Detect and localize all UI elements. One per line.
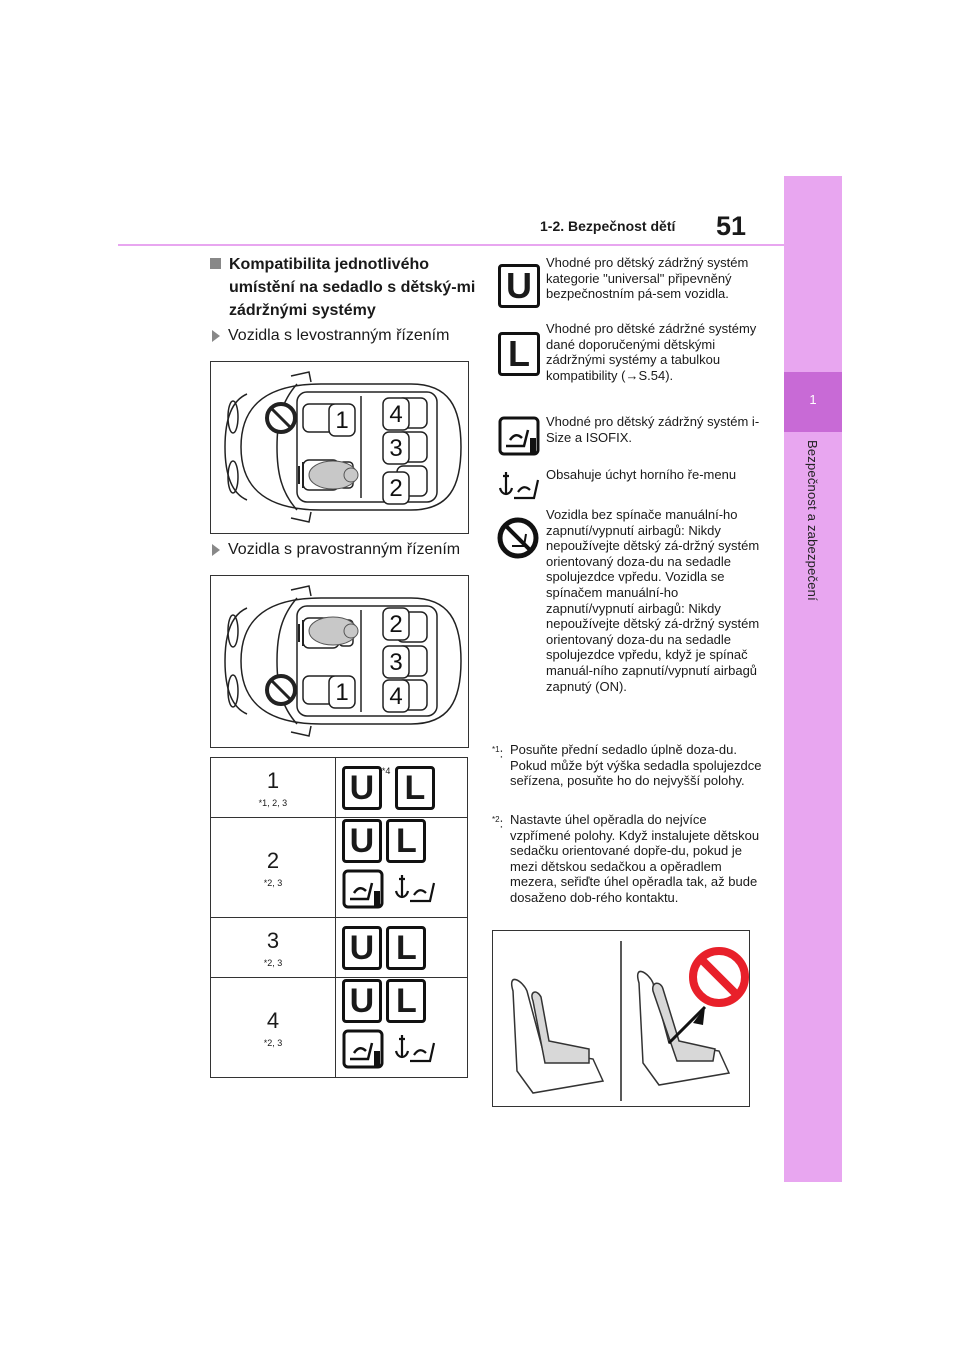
section-heading (210, 253, 480, 322)
svg-text:3: 3 (389, 649, 403, 676)
footnote-mark: *2 (492, 815, 500, 824)
tether-legend-text: Obsahuje úchyt horního ře-menu (546, 467, 737, 482)
square-bullet-icon (210, 258, 221, 269)
top-tether-icon (392, 869, 438, 911)
page-number: 51 (716, 211, 747, 241)
badge-note: *4 (381, 765, 391, 776)
chapter-label: Bezpečnost a zabezpečení (805, 440, 820, 601)
listed-badge-icon: L (386, 819, 426, 863)
footnote-text: Nastavte úhel opěradla do nejvíce vzpřímené polohy. Když instalujete dětskou sedačku orientované dopře-du, pokud je mezi dětskou sedačkou a opěradlem mezera, seřiďte úhel opěradla tak, až bude dosaženo dob-rého kontaktu. (510, 812, 760, 905)
chapter-number: 1 (809, 392, 817, 407)
table-row (211, 758, 468, 818)
seat-number: 1 (266, 767, 280, 793)
seat-notes: *1, 2, 3 (258, 797, 288, 808)
lhd-caption (212, 327, 449, 345)
footnote-2: $^{*2}$: Nastavte úhel opěradla do nejvíce vzpřímené polohy. Když instalujete dětskou sedačku orientované dopře-du, pokud je mezi dětskou sedačkou a opěradlem mezera, seřiďte úhel opěradla tak, až bude dosaženo dob-rého kontaktu. (492, 812, 762, 906)
isofix-icon-group (342, 869, 467, 916)
seat-number: 4 (266, 1007, 280, 1033)
listed-badge-icon: L (386, 979, 426, 1023)
seat-cell (211, 758, 336, 818)
table-row (211, 818, 468, 918)
svg-text:2: 2 (389, 475, 403, 502)
compatibility-table (210, 757, 468, 1078)
listed-badge-icon: L (395, 766, 435, 810)
lhd-car-svg (211, 362, 468, 533)
seat-notes: *2, 3 (263, 1037, 283, 1048)
section-heading-text: Kompatibilita jednotlivého umístění na sedadlo s dětský-mi zádržnými systémy (229, 256, 476, 319)
top-tether-legend-icon (496, 466, 542, 506)
rhd-car-svg (211, 576, 468, 747)
no-airbag-legend-text: Vozidla bez spínače manuální-ho zapnutí/vypnutí airbagů: Nikdy nepoužívejte dětský zá-držný systém orientovaný doza-du na sedadle spolujezdce vpředu. Vozidla se spínačem manuální-ho zapnutí/vypnutí airbagů: Nikdy nepoužívejte dětský zá-držný systém orientovaný doza-du na sedadle spolujezdce vpředu, když je spínač manuál-ního zapnutí/vypnutí airbagů zapnutý (ON). (546, 507, 760, 694)
listed-badge-icon: L (386, 926, 426, 970)
triangle-bullet-icon (212, 544, 220, 556)
rhd-caption-text: Vozidla s pravostranným řízením (228, 541, 461, 558)
svg-text:3: 3 (389, 435, 403, 462)
top-tether-icon (392, 1029, 438, 1071)
table-row (211, 978, 468, 1078)
footnote-1: $^{*1}$: Posuňte přední sedadlo úplně doza-du. Pokud může být výška sedadla spolujezdce seřízena, posuňte ho do nejvyšší polohy. (492, 742, 762, 789)
svg-text:1: 1 (335, 679, 349, 706)
badge-cell (335, 758, 467, 818)
seat-backrest-illustration (492, 930, 750, 1107)
listed-legend-icon: L (498, 332, 540, 376)
svg-text:4: 4 (389, 683, 403, 710)
seat-backrest-svg (493, 931, 749, 1106)
table-row (211, 918, 468, 978)
lhd-car-diagram (210, 361, 469, 534)
header-rule (118, 244, 786, 246)
svg-text:4: 4 (389, 401, 403, 428)
isize-isofix-legend-icon (498, 416, 544, 458)
universal-legend-icon: U (498, 264, 540, 308)
isize-isofix-icon (342, 1029, 388, 1071)
isize-legend-text: Vhodné pro dětský zádržný systém i-Size a ISOFIX. (546, 414, 760, 445)
section-title: 1-2. Bezpečnost dětí (540, 218, 676, 234)
seat-number: 2 (266, 847, 280, 873)
badge-cell (335, 978, 467, 1078)
lhd-caption-text: Vozidla s levostranným řízením (228, 327, 450, 344)
footnote-text: Posuňte přední sedadlo úplně doza-du. Pokud může být výška sedadla spolujezdce seřízena, posuňte ho do nejvyšší polohy. (510, 742, 762, 789)
seat-notes: *2, 3 (263, 957, 283, 968)
footnote-mark: *1 (492, 745, 500, 754)
seat-notes: *2, 3 (263, 877, 283, 888)
svg-text:1: 1 (335, 407, 349, 434)
universal-badge-icon: U (342, 979, 382, 1023)
seat-cell (211, 818, 336, 918)
rhd-car-diagram (210, 575, 469, 748)
triangle-bullet-icon (212, 330, 220, 342)
badge-cell (335, 918, 467, 978)
svg-text:2: 2 (389, 611, 403, 638)
seat-number: 3 (266, 927, 280, 953)
universal-badge-icon: U (342, 926, 382, 970)
isize-isofix-icon (342, 869, 388, 911)
listed-legend-text: Vhodné pro dětské zádržné systémy dané doporučenými dětskými zádržnými systémy a tabulkou kompatibility (→S.54). (546, 321, 757, 383)
badge-cell (335, 818, 467, 918)
universal-badge-icon: U (342, 766, 382, 810)
seat-cell (211, 978, 336, 1078)
no-rear-facing-legend-icon (496, 516, 540, 560)
seat-cell (211, 918, 336, 978)
universal-legend-text: Vhodné pro dětský zádržný systém kategorie "universal" připevněný bezpečnostním pá-sem vozidla. (546, 255, 749, 302)
universal-badge-icon: U (342, 819, 382, 863)
isofix-icon-group (342, 1029, 467, 1076)
rhd-caption (212, 541, 460, 559)
